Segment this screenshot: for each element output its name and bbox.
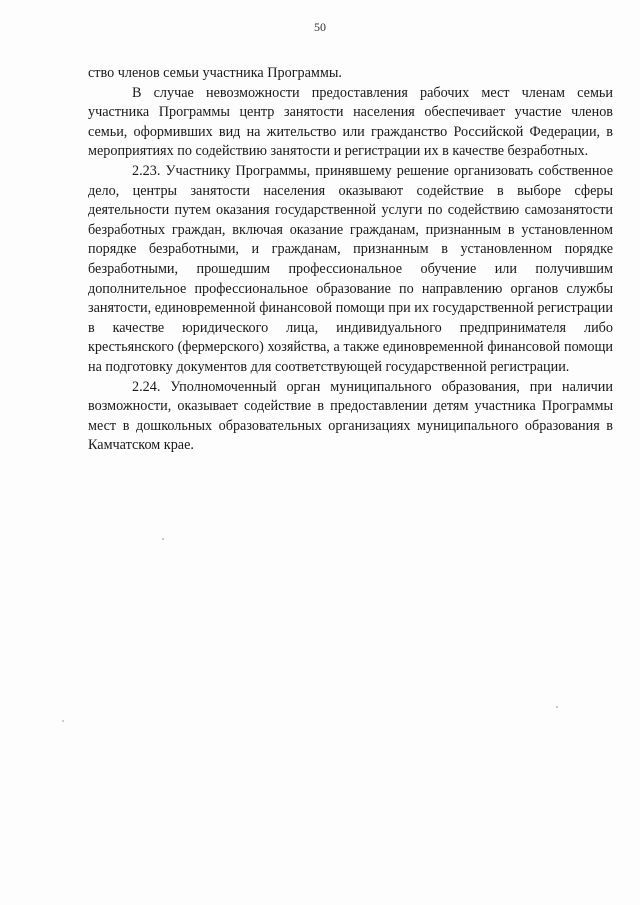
scan-speck	[162, 538, 164, 540]
scan-speck	[62, 720, 64, 722]
paragraph-2-23: 2.23. Участнику Программы, принявшему решение организовать собственное дело, центры занятости населения оказывают содействие в выборе сферы деятельности путем оказания государственной услуги по содействию самозанятости безработных граждан, включая оказание гражданам, признанным в установленном порядке безработными, и гражданам, признанным в установленном порядке безработными, прошедшим профессиональное обучение или получившим дополнительное профессиональное образование по направлению органов службы занятости, единовременной финансовой помощи при их государственной регистрации в качестве юридического лица, индивидуального предпринимателя либо крестьянского (фермерского) хозяйства, а также единовременной финансовой помощи на подготовку документов для соответствующей государственной регистрации.	[88, 162, 613, 375]
document-body	[88, 64, 613, 456]
scan-speck	[556, 706, 558, 708]
page-number: 50	[314, 20, 326, 34]
paragraph-family-employment: В случае невозможности предоставления рабочих мест членам семьи участника Программы центр занятости населения обеспечивает участие членов семьи, оформивших вид на жительство или гражданство Российской Федерации, в мероприятиях по содействию занятости и регистрации их в качестве безработных.	[88, 84, 613, 160]
paragraph-2-24: 2.24. Уполномоченный орган муниципального образования, при наличии возможности, оказывает содействие в предоставлении детям участника Программы мест в дошкольных образовательных организациях муниципального образования в Камчатском крае.	[88, 378, 613, 454]
paragraph-continuation: ство членов семьи участника Программы.	[88, 65, 342, 81]
